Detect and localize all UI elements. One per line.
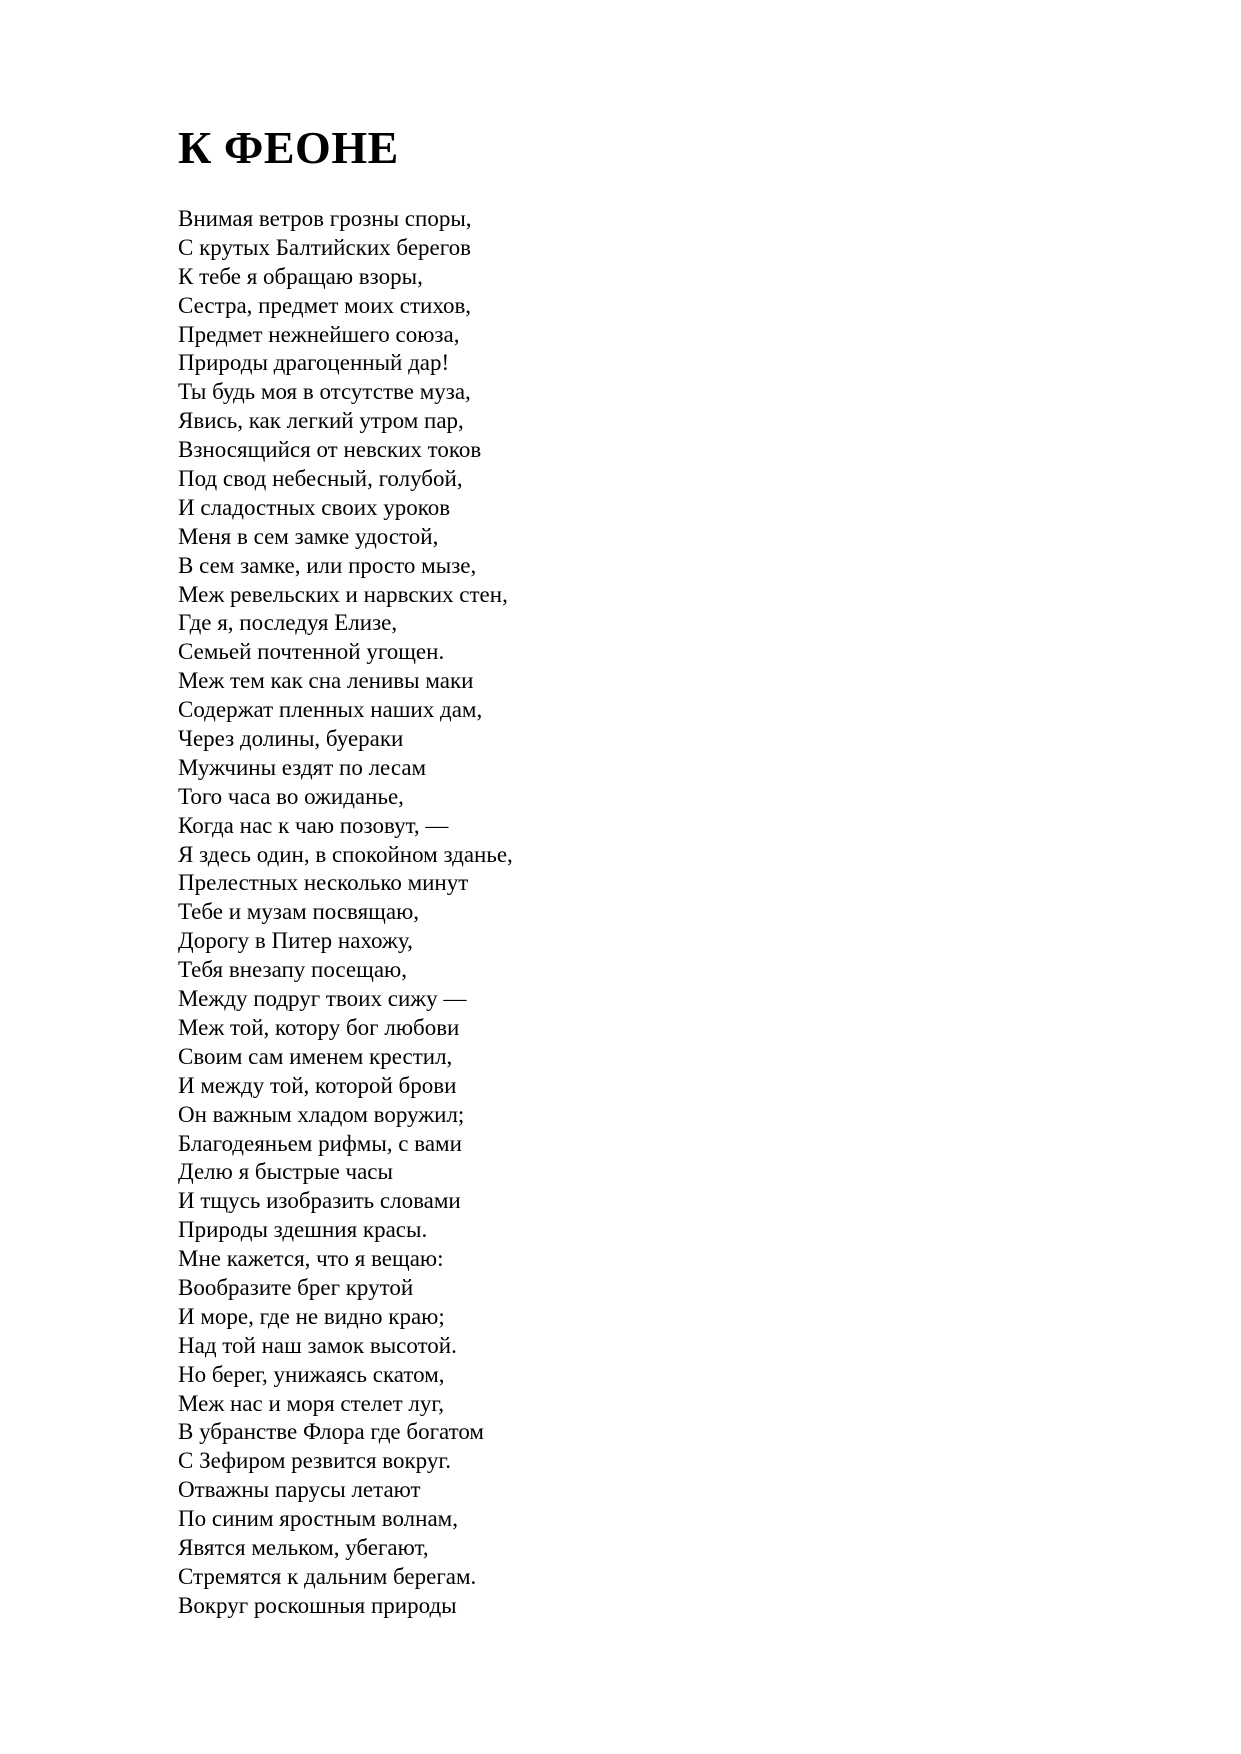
poem-line: Над той наш замок высотой. xyxy=(178,1332,457,1358)
poem-line: Через долины, буераки xyxy=(178,726,404,752)
poem-line: Мужчины ездят по лесам xyxy=(178,754,427,780)
poem-line: Я здесь один, в спокойном зданье, xyxy=(178,841,513,867)
poem-line: Природы здешния красы. xyxy=(178,1217,428,1243)
poem-line: Меня в сем замке удостой, xyxy=(178,523,439,549)
poem-line: Взносящийся от невских токов xyxy=(178,437,482,463)
poem-line: Явятся мельком, убегают, xyxy=(178,1534,429,1560)
poem-line: Вообразите брег крутой xyxy=(178,1274,414,1300)
poem-line: И тщусь изобразить словами xyxy=(178,1188,461,1214)
poem-line: По синим яростным волнам, xyxy=(178,1506,458,1532)
poem-line: В убранстве Флора где богатом xyxy=(178,1419,484,1445)
poem-line: Того часа во ожиданье, xyxy=(178,783,404,809)
poem-text xyxy=(178,205,513,1621)
poem-line: Он важным хладом воружил; xyxy=(178,1101,465,1127)
poem-line: Между подруг твоих сижу — xyxy=(178,986,467,1012)
poem-line: С Зефиром резвится вокруг. xyxy=(178,1448,451,1474)
poem-line: И между той, которой брови xyxy=(178,1072,457,1098)
poem-line: Содержат пленных наших дам, xyxy=(178,697,483,723)
poem-line: В сем замке, или просто мызе, xyxy=(178,552,477,578)
poem-line: Где я, последуя Елизе, xyxy=(178,610,398,636)
poem-line: И море, где не видно краю; xyxy=(178,1303,445,1329)
poem-line: Но берег, унижаясь скатом, xyxy=(178,1361,445,1387)
poem-line: Дорогу в Питер нахожу, xyxy=(178,928,413,954)
poem-line: Тебе и музам посвящаю, xyxy=(178,899,420,925)
poem-line: Меж тем как сна ленивы маки xyxy=(178,668,474,694)
poem-line: Делю я быстрые часы xyxy=(178,1159,393,1185)
poem-line: Сестра, предмет моих стихов, xyxy=(178,292,472,318)
poem-line: Прелестных несколько минут xyxy=(178,870,469,896)
poem-line: Внимая ветров грозны споры, xyxy=(178,206,472,231)
poem-line: Под свод небесный, голубой, xyxy=(178,466,463,492)
poem-line: Ты будь моя в отсутстве муза, xyxy=(178,379,471,405)
poem-line: Предмет нежнейшего союза, xyxy=(178,321,460,347)
poem-line: Явись, как легкий утром пар, xyxy=(178,408,464,434)
poem-line: К тебе я обращаю взоры, xyxy=(178,263,423,289)
poem-line: С крутых Балтийских берегов xyxy=(178,234,471,260)
poem-line: Отважны парусы летают xyxy=(178,1477,421,1503)
poem-line: Мне кажется, что я вещаю: xyxy=(178,1246,444,1272)
poem-line: Стремятся к дальним берегам. xyxy=(178,1563,477,1589)
poem-line: И сладостных своих уроков xyxy=(178,494,451,520)
poem-line: Меж нас и моря стелет луг, xyxy=(178,1390,444,1416)
poem-line: Природы драгоценный дар! xyxy=(178,350,450,376)
poem-line: Благодеяньем рифмы, с вами xyxy=(178,1130,462,1156)
poem-line: Своим сам именем крестил, xyxy=(178,1043,453,1069)
poem-line: Меж той, котору бог любови xyxy=(178,1014,460,1040)
poem-line: Семьей почтенной угощен. xyxy=(178,639,445,665)
poem-line: Когда нас к чаю позовут, — xyxy=(178,812,449,838)
poem-line: Вокруг роскошныя природы xyxy=(178,1592,457,1618)
poem-line: Тебя внезапу посещаю, xyxy=(178,957,407,983)
poem-title: К ФЕОНЕ xyxy=(178,122,399,173)
poem-line: Меж ревельских и нарвских стен, xyxy=(178,581,508,607)
